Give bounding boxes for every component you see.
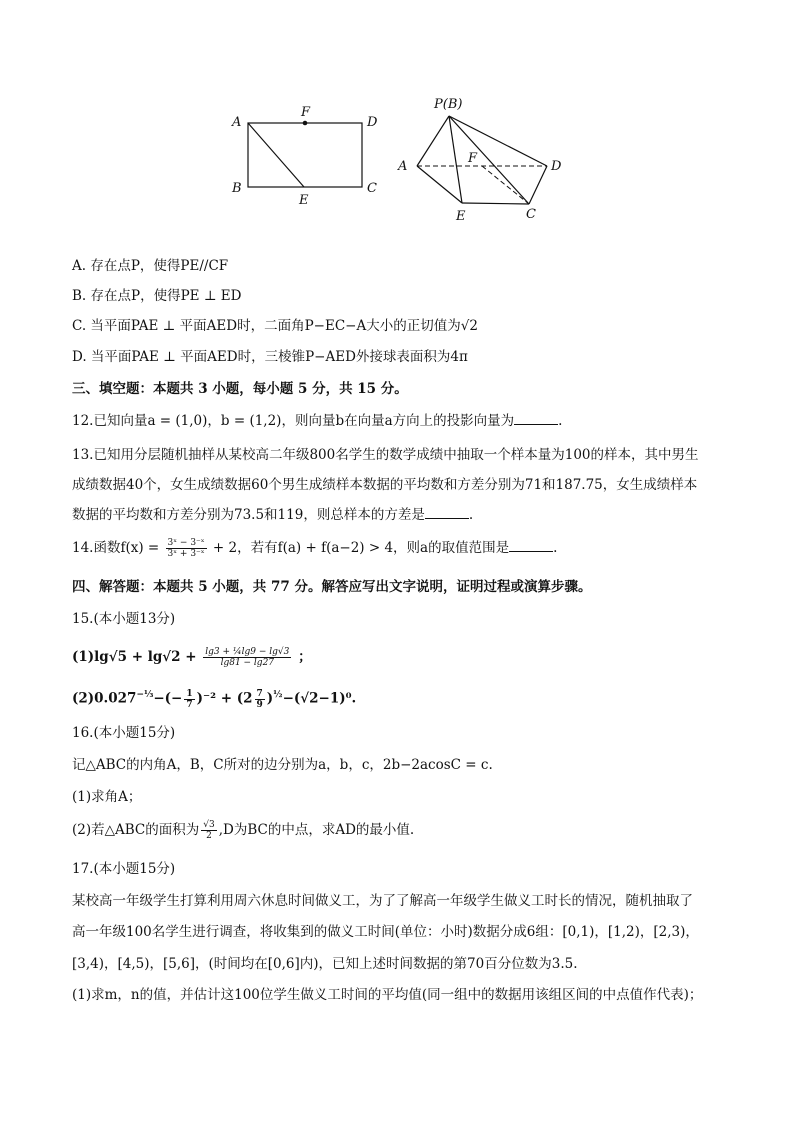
option-a: A. 存在点P，使得PE//CF [72,258,229,274]
question-17-line-1: 某校高一年级学生打算利用周六休息时间做义工，为了了解高一年级学生做义工时长的情况，随机抽取了 [72,893,693,909]
fraction-numerator: 7 [256,688,263,699]
label-f2: F [468,151,478,166]
fraction-denominator: 7 [186,699,193,710]
question-17-line-4: (1)求m，n的值，并估计这100位学生做义工时间的平均值(同一组中的数据用该组区间的中点值作代表)； [72,987,703,1003]
question-14-suffix: + 2，若有f(a) + f(a−2) > 4，则a的取值范围是 [212,540,510,556]
question-14-prefix: 14.函数f(x) = [72,540,160,556]
question-15-heading: 15.(本小题13分) [72,611,176,627]
q15-p1-suffix: ； [298,649,312,665]
label-c2: C [526,207,536,222]
rectangle-figure [231,105,378,208]
section-answer-heading: 四、解答题：本题共 5 小题，共 77 分。解答应写出文字说明，证明过程或演算步骤。 [72,579,592,595]
question-14: 14.函数f(x) = $\frac{\text{3ˣ − 3⁻ˣ}}{\text{3ˣ + 3⁻ˣ}}$ + 2，若有f(a) + f(a−2) > 4，则a的取值范围是 . [72,538,558,559]
label-pb: P(B) [434,97,463,112]
label-f: F [301,105,311,120]
section-fill-blank-heading: 三、填空题：本题共 3 小题，每小题 5 分，共 15 分。 [72,381,408,397]
question-12: 12.已知向量a = (1,0)，b = (1,2)，则向量b在向量a方向上的投影向量为 . [72,413,563,429]
label-c: C [367,181,377,196]
q15-p2-base: (2)0.027 [72,690,137,707]
question-13-line-2: 成绩数据40个，女生成绩数据60个男生成绩样本数据的平均数和方差分别为71和187.75，女生成绩样本 [72,477,698,493]
label-e2: E [456,209,466,224]
label-b: B [232,181,242,196]
question-16-line-3 [72,820,732,841]
option-d: D. 当平面PAE ⊥ 平面AED时，三棱锥P−AED外接球表面积为4π [72,349,468,365]
fraction [166,538,207,559]
question-16-line-2: (1)求角A； [72,789,142,805]
answer-blank [425,506,469,519]
question-12-text: 12.已知向量a = (1,0)，b = (1,2)，则向量b在向量a方向上的投影向量为 [72,413,515,429]
question-15-part-2 [72,686,732,710]
fraction [255,689,265,710]
exponent: −⅓ [136,690,154,700]
q15-p2-term: )⁻² + (2 [196,690,253,707]
fraction-denominator: 3ˣ + 3⁻ˣ [167,549,205,559]
segment-ae [248,123,304,187]
exponent: ½ [273,690,283,700]
fraction-denominator: 2 [206,831,212,841]
q16-l3-suffix: ,D为BC的中点，求AD的最小值. [218,822,415,838]
question-17-line-2: 高一年级100名学生进行调查，将收集到的做义工时间(单位：小时)数据分成6组：[0,1)，[1,2)，[2,3)， [72,924,699,940]
fraction-numerator: 1 [186,688,193,699]
fraction-numerator: lg3 + ¼lg9 − lg√3 [205,647,290,657]
question-16-line-1: 记△ABC的内角A，B，C所对的边分别为a，b，c，2b−2acosC = c. [72,757,493,773]
rectangle-abcd [248,123,362,187]
fraction-numerator: 3ˣ − 3⁻ˣ [167,538,205,548]
q16-l3-prefix: (2)若△ABC的面积为 [72,822,200,838]
label-d: D [367,115,378,130]
geometry-figure [220,92,580,232]
question-17-heading: 17.(本小题15分) [72,861,176,877]
fraction [184,689,194,710]
question-13-line-3: 数据的平均数和方差分别为73.5和119，则总样本的方差是 . [72,507,474,523]
label-a: A [232,115,242,130]
fraction [203,647,291,668]
pyramid-figure [397,97,562,224]
q15-p1-prefix: (1)lg√5 + lg√2 + [72,649,197,665]
q15-p2-term: −(√2−1)⁰. [282,690,357,707]
label-e: E [299,193,309,208]
q15-p2-term: −(− [153,690,183,707]
fraction-numerator: √3 [203,820,215,830]
option-b: B. 存在点P，使得PE ⊥ ED [72,288,242,304]
label-a2: A [398,159,408,174]
point-f [303,121,308,126]
question-17-line-3: [3,4)，[4,5)，[5,6]，(时间均在[0,6]内)，已知上述时间数据的第70百分位数为3.5. [72,956,578,972]
question-13-text: 数据的平均数和方差分别为73.5和119，则总样本的方差是 [72,507,425,523]
label-d2: D [551,159,562,174]
question-16-heading: 16.(本小题15分) [72,725,176,741]
answer-blank [509,539,553,552]
fraction-denominator: lg81 − lg27 [220,658,275,668]
fraction [201,820,216,841]
question-15-part-1 [72,647,732,668]
question-13-line-1: 13.已知用分层随机抽样从某校高二年级800名学生的数学成绩中抽取一个样本量为100的样本，其中男生 [72,447,699,463]
fraction-denominator: 9 [256,699,263,710]
option-c: C. 当平面PAE ⊥ 平面AED时，二面角P−EC−A大小的正切值为√2 [72,318,478,334]
answer-blank [514,412,558,425]
q15-p2-term: ) [266,690,274,707]
